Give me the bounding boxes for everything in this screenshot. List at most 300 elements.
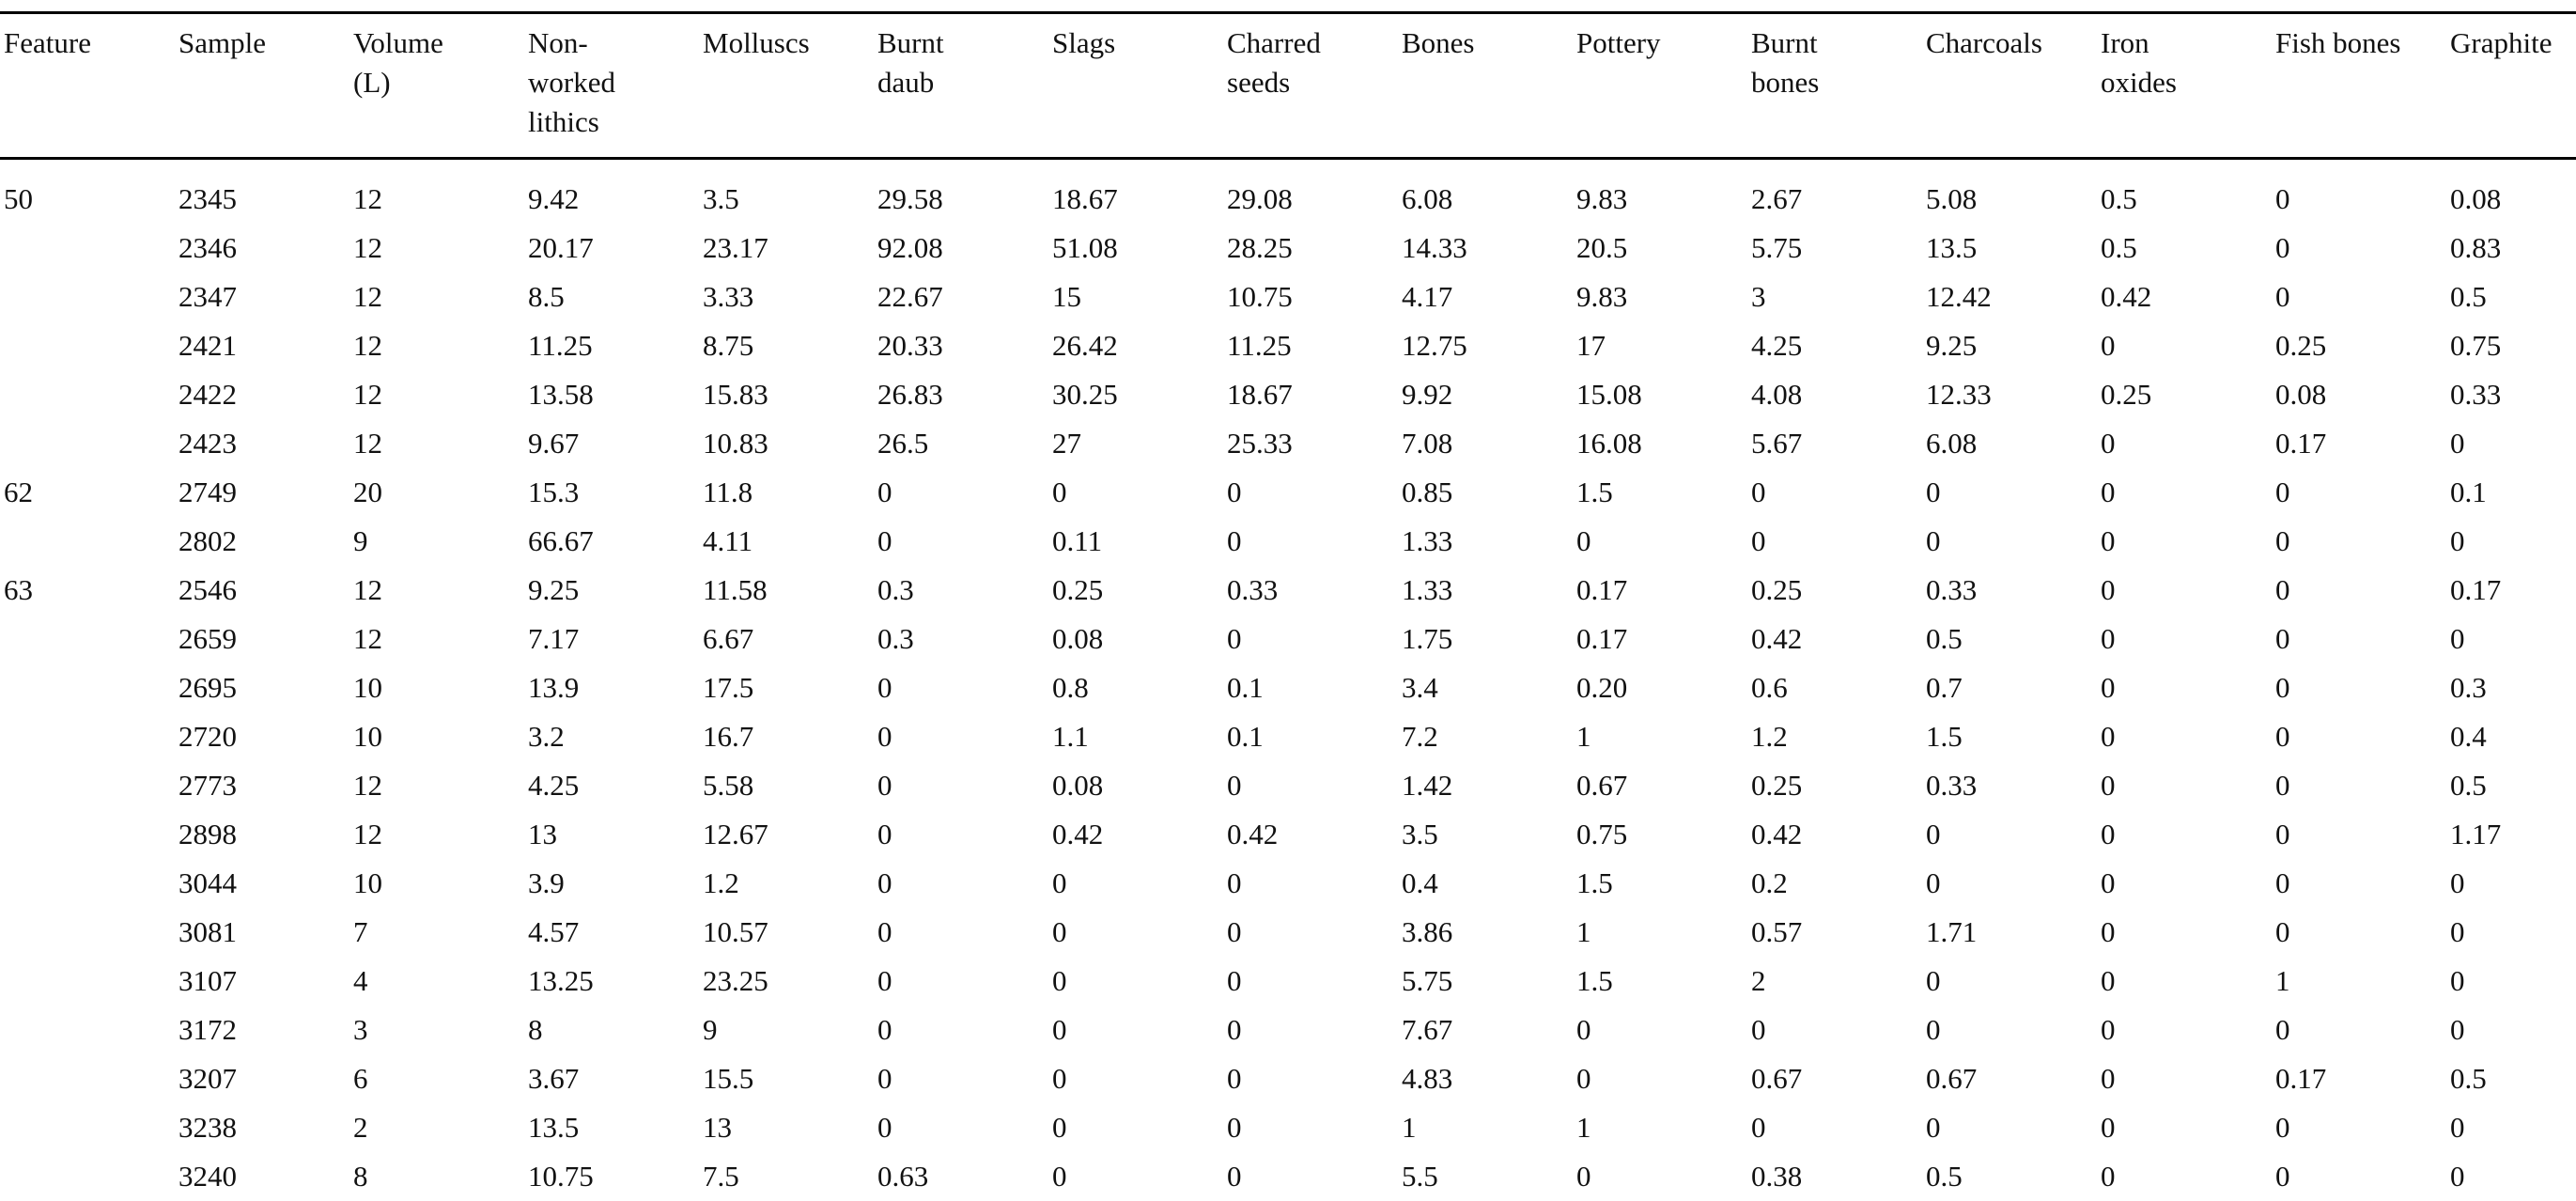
table-cell: 12 — [349, 224, 524, 273]
table-cell: 10 — [349, 663, 524, 712]
table-cell: 0 — [2097, 1006, 2272, 1054]
table-cell: 10.75 — [1223, 273, 1398, 321]
table-cell: 2346 — [175, 224, 349, 273]
table-cell — [0, 1103, 175, 1152]
table-cell: 0.4 — [1398, 859, 1573, 908]
table-cell — [0, 615, 175, 663]
table-cell: 0 — [1573, 1152, 1747, 1201]
table-cell: 1.5 — [1922, 712, 2097, 761]
table-cell: 0.5 — [2097, 159, 2272, 225]
table-cell: 0.1 — [1223, 663, 1398, 712]
table-cell: 0.25 — [1747, 566, 1922, 615]
column-header: Fish bones — [2272, 13, 2446, 159]
table-cell: 1.75 — [1398, 615, 1573, 663]
table-cell: 18.67 — [1048, 159, 1223, 225]
table-cell: 0.33 — [1922, 566, 2097, 615]
table-cell: 3.5 — [1398, 810, 1573, 859]
table-cell: 0 — [1747, 1006, 1922, 1054]
table-cell: 15.3 — [524, 468, 699, 517]
table-cell: 18.67 — [1223, 370, 1398, 419]
table-cell: 0.33 — [1223, 566, 1398, 615]
table-cell — [0, 908, 175, 957]
table-cell: 0 — [2272, 1103, 2446, 1152]
table-cell: 20 — [349, 468, 524, 517]
table-header-row — [0, 13, 2576, 159]
table-cell: 0 — [1922, 859, 2097, 908]
table-cell: 0.5 — [2446, 1054, 2576, 1103]
table-cell: 3.9 — [524, 859, 699, 908]
table-cell — [0, 712, 175, 761]
table-cell: 3.5 — [699, 159, 874, 225]
table-cell: 0 — [2097, 468, 2272, 517]
table-cell — [0, 321, 175, 370]
table-cell — [0, 810, 175, 859]
table-cell: 50 — [0, 159, 175, 225]
table-cell: 0 — [1048, 957, 1223, 1006]
table-row — [0, 957, 2576, 1006]
table-row — [0, 159, 2576, 225]
table-cell: 12.67 — [699, 810, 874, 859]
table-cell: 0 — [1223, 468, 1398, 517]
column-header: Charcoals — [1922, 13, 2097, 159]
table-row — [0, 468, 2576, 517]
column-header: Charred seeds — [1223, 13, 1398, 159]
table-cell: 9.92 — [1398, 370, 1573, 419]
table-cell: 3240 — [175, 1152, 349, 1201]
table-cell: 10 — [349, 859, 524, 908]
table-cell: 0 — [2272, 1152, 2446, 1201]
table-cell: 1 — [1573, 908, 1747, 957]
table-cell: 0 — [2097, 712, 2272, 761]
table-cell: 20.33 — [874, 321, 1048, 370]
table-cell: 10.83 — [699, 419, 874, 468]
table-cell: 9.83 — [1573, 273, 1747, 321]
table-cell: 0 — [2446, 419, 2576, 468]
table-cell: 8.75 — [699, 321, 874, 370]
table-cell: 0 — [2097, 1103, 2272, 1152]
table-cell: 0 — [874, 908, 1048, 957]
table-cell: 0 — [2097, 1152, 2272, 1201]
table-cell: 4.17 — [1398, 273, 1573, 321]
table-cell: 0.11 — [1048, 517, 1223, 566]
table-cell: 66.67 — [524, 517, 699, 566]
table-cell: 0.25 — [2272, 321, 2446, 370]
table-cell: 0 — [1048, 1006, 1223, 1054]
table-cell: 2749 — [175, 468, 349, 517]
table-cell: 10.57 — [699, 908, 874, 957]
table-cell: 0 — [2097, 663, 2272, 712]
table-cell: 0 — [1048, 468, 1223, 517]
table-cell: 2546 — [175, 566, 349, 615]
table-cell: 0 — [874, 810, 1048, 859]
table-cell: 22.67 — [874, 273, 1048, 321]
table-cell: 0.7 — [1922, 663, 2097, 712]
table-cell: 0 — [2097, 419, 2272, 468]
table-row — [0, 1152, 2576, 1201]
table-cell: 0.1 — [1223, 712, 1398, 761]
table-cell: 0 — [1922, 468, 2097, 517]
table-cell: 13.5 — [1922, 224, 2097, 273]
table-cell: 63 — [0, 566, 175, 615]
table-body — [0, 159, 2576, 1201]
table-cell: 0.3 — [874, 566, 1048, 615]
table-row — [0, 224, 2576, 273]
table-row — [0, 566, 2576, 615]
table-cell: 1.33 — [1398, 517, 1573, 566]
table-cell: 0 — [874, 517, 1048, 566]
table-row — [0, 663, 2576, 712]
column-header: Iron oxides — [2097, 13, 2272, 159]
table-cell: 0 — [1048, 1103, 1223, 1152]
table-cell: 0 — [1747, 1103, 1922, 1152]
table-cell: 27 — [1048, 419, 1223, 468]
table-cell: 2 — [1747, 957, 1922, 1006]
table-cell: 5.58 — [699, 761, 874, 810]
table-cell: 11.25 — [524, 321, 699, 370]
table-cell: 0 — [1223, 615, 1398, 663]
table-cell: 0.6 — [1747, 663, 1922, 712]
table-cell: 9.25 — [524, 566, 699, 615]
table-cell: 0.33 — [1922, 761, 2097, 810]
table-cell: 0 — [2272, 712, 2446, 761]
table-cell: 0.57 — [1747, 908, 1922, 957]
table-cell: 5.75 — [1747, 224, 1922, 273]
table-cell: 3.86 — [1398, 908, 1573, 957]
table-cell: 0 — [1223, 1054, 1398, 1103]
table-cell: 26.42 — [1048, 321, 1223, 370]
table-cell: 1 — [1398, 1103, 1573, 1152]
table-row — [0, 517, 2576, 566]
table-cell: 3.2 — [524, 712, 699, 761]
table-cell: 0.42 — [1747, 615, 1922, 663]
table-cell: 0 — [2272, 566, 2446, 615]
table-cell: 9.67 — [524, 419, 699, 468]
table-cell: 0.17 — [2272, 1054, 2446, 1103]
table-cell: 12 — [349, 159, 524, 225]
table-cell: 0.75 — [2446, 321, 2576, 370]
table-cell — [0, 1006, 175, 1054]
table-cell: 0 — [874, 859, 1048, 908]
table-cell: 5.67 — [1747, 419, 1922, 468]
table-cell: 0 — [1573, 517, 1747, 566]
table-cell: 2898 — [175, 810, 349, 859]
table-cell: 0 — [1048, 859, 1223, 908]
table-cell: 0.75 — [1573, 810, 1747, 859]
table-cell: 12 — [349, 566, 524, 615]
table-cell: 0 — [2272, 615, 2446, 663]
table-cell: 0 — [1922, 957, 2097, 1006]
table-cell: 0 — [2097, 566, 2272, 615]
table-cell: 1.5 — [1573, 957, 1747, 1006]
table-cell: 0.08 — [2446, 159, 2576, 225]
table-cell — [0, 663, 175, 712]
table-cell: 2423 — [175, 419, 349, 468]
table-cell: 0.08 — [2272, 370, 2446, 419]
table-cell: 12.33 — [1922, 370, 2097, 419]
table-cell: 0.3 — [2446, 663, 2576, 712]
table-cell: 0.5 — [2446, 273, 2576, 321]
table-cell: 9.25 — [1922, 321, 2097, 370]
table-row — [0, 321, 2576, 370]
table-cell: 8.5 — [524, 273, 699, 321]
table-row — [0, 859, 2576, 908]
table-cell: 1.1 — [1048, 712, 1223, 761]
table-cell: 20.17 — [524, 224, 699, 273]
table-cell: 0 — [2272, 663, 2446, 712]
table-cell: 0 — [2446, 908, 2576, 957]
table-cell: 13.9 — [524, 663, 699, 712]
table-cell: 0.33 — [2446, 370, 2576, 419]
table-cell — [0, 517, 175, 566]
table-cell: 29.58 — [874, 159, 1048, 225]
table-cell: 0 — [2446, 615, 2576, 663]
table-cell: 6.08 — [1398, 159, 1573, 225]
table-cell: 3.67 — [524, 1054, 699, 1103]
table-cell: 0.8 — [1048, 663, 1223, 712]
table-cell: 1.5 — [1573, 468, 1747, 517]
table-cell: 2347 — [175, 273, 349, 321]
table-cell: 3107 — [175, 957, 349, 1006]
table-cell: 0 — [2097, 615, 2272, 663]
table-cell: 12.75 — [1398, 321, 1573, 370]
table-cell: 0.85 — [1398, 468, 1573, 517]
table-cell — [0, 957, 175, 1006]
table-cell: 0.67 — [1573, 761, 1747, 810]
table-cell: 0.5 — [1922, 615, 2097, 663]
table-cell: 13 — [524, 810, 699, 859]
table-cell: 0.5 — [2446, 761, 2576, 810]
table-cell: 0 — [2097, 810, 2272, 859]
table-cell: 7.5 — [699, 1152, 874, 1201]
table-cell: 0 — [1573, 1006, 1747, 1054]
table-cell: 0 — [1223, 1152, 1398, 1201]
table-cell: 12.42 — [1922, 273, 2097, 321]
table-cell — [0, 370, 175, 419]
table-cell: 0.17 — [1573, 615, 1747, 663]
table-cell: 29.08 — [1223, 159, 1398, 225]
table-cell: 25.33 — [1223, 419, 1398, 468]
table-cell: 1.42 — [1398, 761, 1573, 810]
table-cell: 0 — [2272, 517, 2446, 566]
table-cell: 1.2 — [1747, 712, 1922, 761]
table-cell: 3 — [349, 1006, 524, 1054]
table-cell: 0 — [2446, 957, 2576, 1006]
table-cell: 2720 — [175, 712, 349, 761]
table-cell: 7 — [349, 908, 524, 957]
table-row — [0, 1103, 2576, 1152]
table-cell: 4.25 — [524, 761, 699, 810]
table-cell: 0.20 — [1573, 663, 1747, 712]
table-cell: 3207 — [175, 1054, 349, 1103]
table-cell: 5.08 — [1922, 159, 2097, 225]
table-cell: 6.67 — [699, 615, 874, 663]
table-cell: 26.5 — [874, 419, 1048, 468]
table-cell: 2802 — [175, 517, 349, 566]
column-header: Pottery — [1573, 13, 1747, 159]
table-cell: 0.2 — [1747, 859, 1922, 908]
table-cell: 0 — [1048, 908, 1223, 957]
table-cell: 0 — [874, 468, 1048, 517]
column-header: Feature — [0, 13, 175, 159]
table-cell: 0 — [874, 761, 1048, 810]
table-cell: 0 — [1573, 1054, 1747, 1103]
table-cell: 5.75 — [1398, 957, 1573, 1006]
table-cell: 1.71 — [1922, 908, 2097, 957]
table-cell: 6 — [349, 1054, 524, 1103]
table-cell: 0 — [1223, 908, 1398, 957]
table-cell: 0.08 — [1048, 615, 1223, 663]
table-cell: 28.25 — [1223, 224, 1398, 273]
table-cell: 3 — [1747, 273, 1922, 321]
table-cell: 51.08 — [1048, 224, 1223, 273]
column-header: Slags — [1048, 13, 1223, 159]
table-cell: 0 — [2272, 761, 2446, 810]
table-cell: 3238 — [175, 1103, 349, 1152]
table-cell: 0 — [2272, 859, 2446, 908]
table-cell: 0.83 — [2446, 224, 2576, 273]
table-cell: 1.33 — [1398, 566, 1573, 615]
table-cell: 20.5 — [1573, 224, 1747, 273]
table-cell: 0.1 — [2446, 468, 2576, 517]
table-cell: 10 — [349, 712, 524, 761]
table-cell: 0 — [874, 1103, 1048, 1152]
table-cell — [0, 859, 175, 908]
table-cell: 9.83 — [1573, 159, 1747, 225]
table-cell: 0 — [2272, 468, 2446, 517]
table-cell — [0, 1054, 175, 1103]
table-cell: 0 — [1223, 517, 1398, 566]
table-cell: 4.83 — [1398, 1054, 1573, 1103]
table-cell: 9 — [699, 1006, 874, 1054]
table-cell: 2 — [349, 1103, 524, 1152]
table-cell: 1.5 — [1573, 859, 1747, 908]
table-cell: 0.42 — [2097, 273, 2272, 321]
table-cell: 4 — [349, 957, 524, 1006]
table-cell: 12 — [349, 810, 524, 859]
table-cell: 0.42 — [1223, 810, 1398, 859]
table-cell: 0 — [1223, 1006, 1398, 1054]
table-cell: 0 — [1223, 761, 1398, 810]
table-cell: 0.25 — [2097, 370, 2272, 419]
table-cell: 5.5 — [1398, 1152, 1573, 1201]
table-cell: 3081 — [175, 908, 349, 957]
table-cell: 0 — [2097, 908, 2272, 957]
table-cell: 0.67 — [1922, 1054, 2097, 1103]
table-cell: 0 — [1048, 1152, 1223, 1201]
table-cell: 0 — [1922, 1006, 2097, 1054]
table-cell: 1 — [1573, 712, 1747, 761]
table-cell: 15.08 — [1573, 370, 1747, 419]
table-cell: 0 — [2446, 517, 2576, 566]
table-cell: 0 — [2446, 859, 2576, 908]
table-cell: 0 — [2097, 957, 2272, 1006]
table-cell: 0 — [1048, 1054, 1223, 1103]
table-cell: 15 — [1048, 273, 1223, 321]
data-table — [0, 11, 2576, 1201]
table-cell: 0 — [2272, 224, 2446, 273]
table-cell: 13 — [699, 1103, 874, 1152]
table-cell: 9.42 — [524, 159, 699, 225]
table-cell: 0 — [2097, 321, 2272, 370]
table-cell: 4.25 — [1747, 321, 1922, 370]
column-header: Bones — [1398, 13, 1573, 159]
table-cell: 0.42 — [1747, 810, 1922, 859]
table-cell: 0 — [1223, 957, 1398, 1006]
table-cell: 0 — [2097, 517, 2272, 566]
table-cell: 10.75 — [524, 1152, 699, 1201]
table-cell: 14.33 — [1398, 224, 1573, 273]
table-cell: 23.25 — [699, 957, 874, 1006]
table-cell: 9 — [349, 517, 524, 566]
table-cell: 1.17 — [2446, 810, 2576, 859]
table-cell: 12 — [349, 370, 524, 419]
table-cell: 0 — [874, 957, 1048, 1006]
table-cell: 3044 — [175, 859, 349, 908]
table-cell: 2421 — [175, 321, 349, 370]
table-cell: 12 — [349, 321, 524, 370]
table-cell: 0 — [1747, 468, 1922, 517]
table-cell: 0 — [2097, 859, 2272, 908]
column-header: Sample — [175, 13, 349, 159]
table-cell — [0, 1152, 175, 1201]
column-header: Molluscs — [699, 13, 874, 159]
table-cell: 4.08 — [1747, 370, 1922, 419]
table-cell: 0 — [2272, 908, 2446, 957]
table-row — [0, 908, 2576, 957]
table-cell: 0.5 — [1922, 1152, 2097, 1201]
table-cell: 0 — [1922, 810, 2097, 859]
table-cell: 12 — [349, 273, 524, 321]
table-cell: 11.25 — [1223, 321, 1398, 370]
table-row — [0, 1054, 2576, 1103]
table-cell: 2773 — [175, 761, 349, 810]
table-row — [0, 370, 2576, 419]
table-cell: 62 — [0, 468, 175, 517]
table-cell: 0 — [1922, 1103, 2097, 1152]
table-cell: 3172 — [175, 1006, 349, 1054]
table-cell: 0 — [2097, 761, 2272, 810]
table-cell: 0 — [1922, 517, 2097, 566]
table-cell: 23.17 — [699, 224, 874, 273]
table-cell: 8 — [349, 1152, 524, 1201]
table-cell: 3.33 — [699, 273, 874, 321]
table-row — [0, 810, 2576, 859]
table-cell: 0 — [2446, 1152, 2576, 1201]
table-cell: 0.4 — [2446, 712, 2576, 761]
table-cell: 2345 — [175, 159, 349, 225]
table-row — [0, 615, 2576, 663]
table-row — [0, 273, 2576, 321]
table-cell: 1 — [1573, 1103, 1747, 1152]
column-header: Burnt bones — [1747, 13, 1922, 159]
table-row — [0, 761, 2576, 810]
table-cell: 12 — [349, 615, 524, 663]
table-cell: 0.25 — [1747, 761, 1922, 810]
column-header: Non- worked lithics — [524, 13, 699, 159]
table-cell: 3.4 — [1398, 663, 1573, 712]
table-cell: 0.17 — [2272, 419, 2446, 468]
table-cell: 0 — [2272, 1006, 2446, 1054]
table-cell: 0.38 — [1747, 1152, 1922, 1201]
table-cell: 0.3 — [874, 615, 1048, 663]
table-cell: 2695 — [175, 663, 349, 712]
data-table-container — [0, 11, 2576, 1201]
table-cell: 1.2 — [699, 859, 874, 908]
table-cell: 13.58 — [524, 370, 699, 419]
table-cell: 0.67 — [1747, 1054, 1922, 1103]
table-cell: 0 — [2446, 1103, 2576, 1152]
table-cell: 0 — [2446, 1006, 2576, 1054]
